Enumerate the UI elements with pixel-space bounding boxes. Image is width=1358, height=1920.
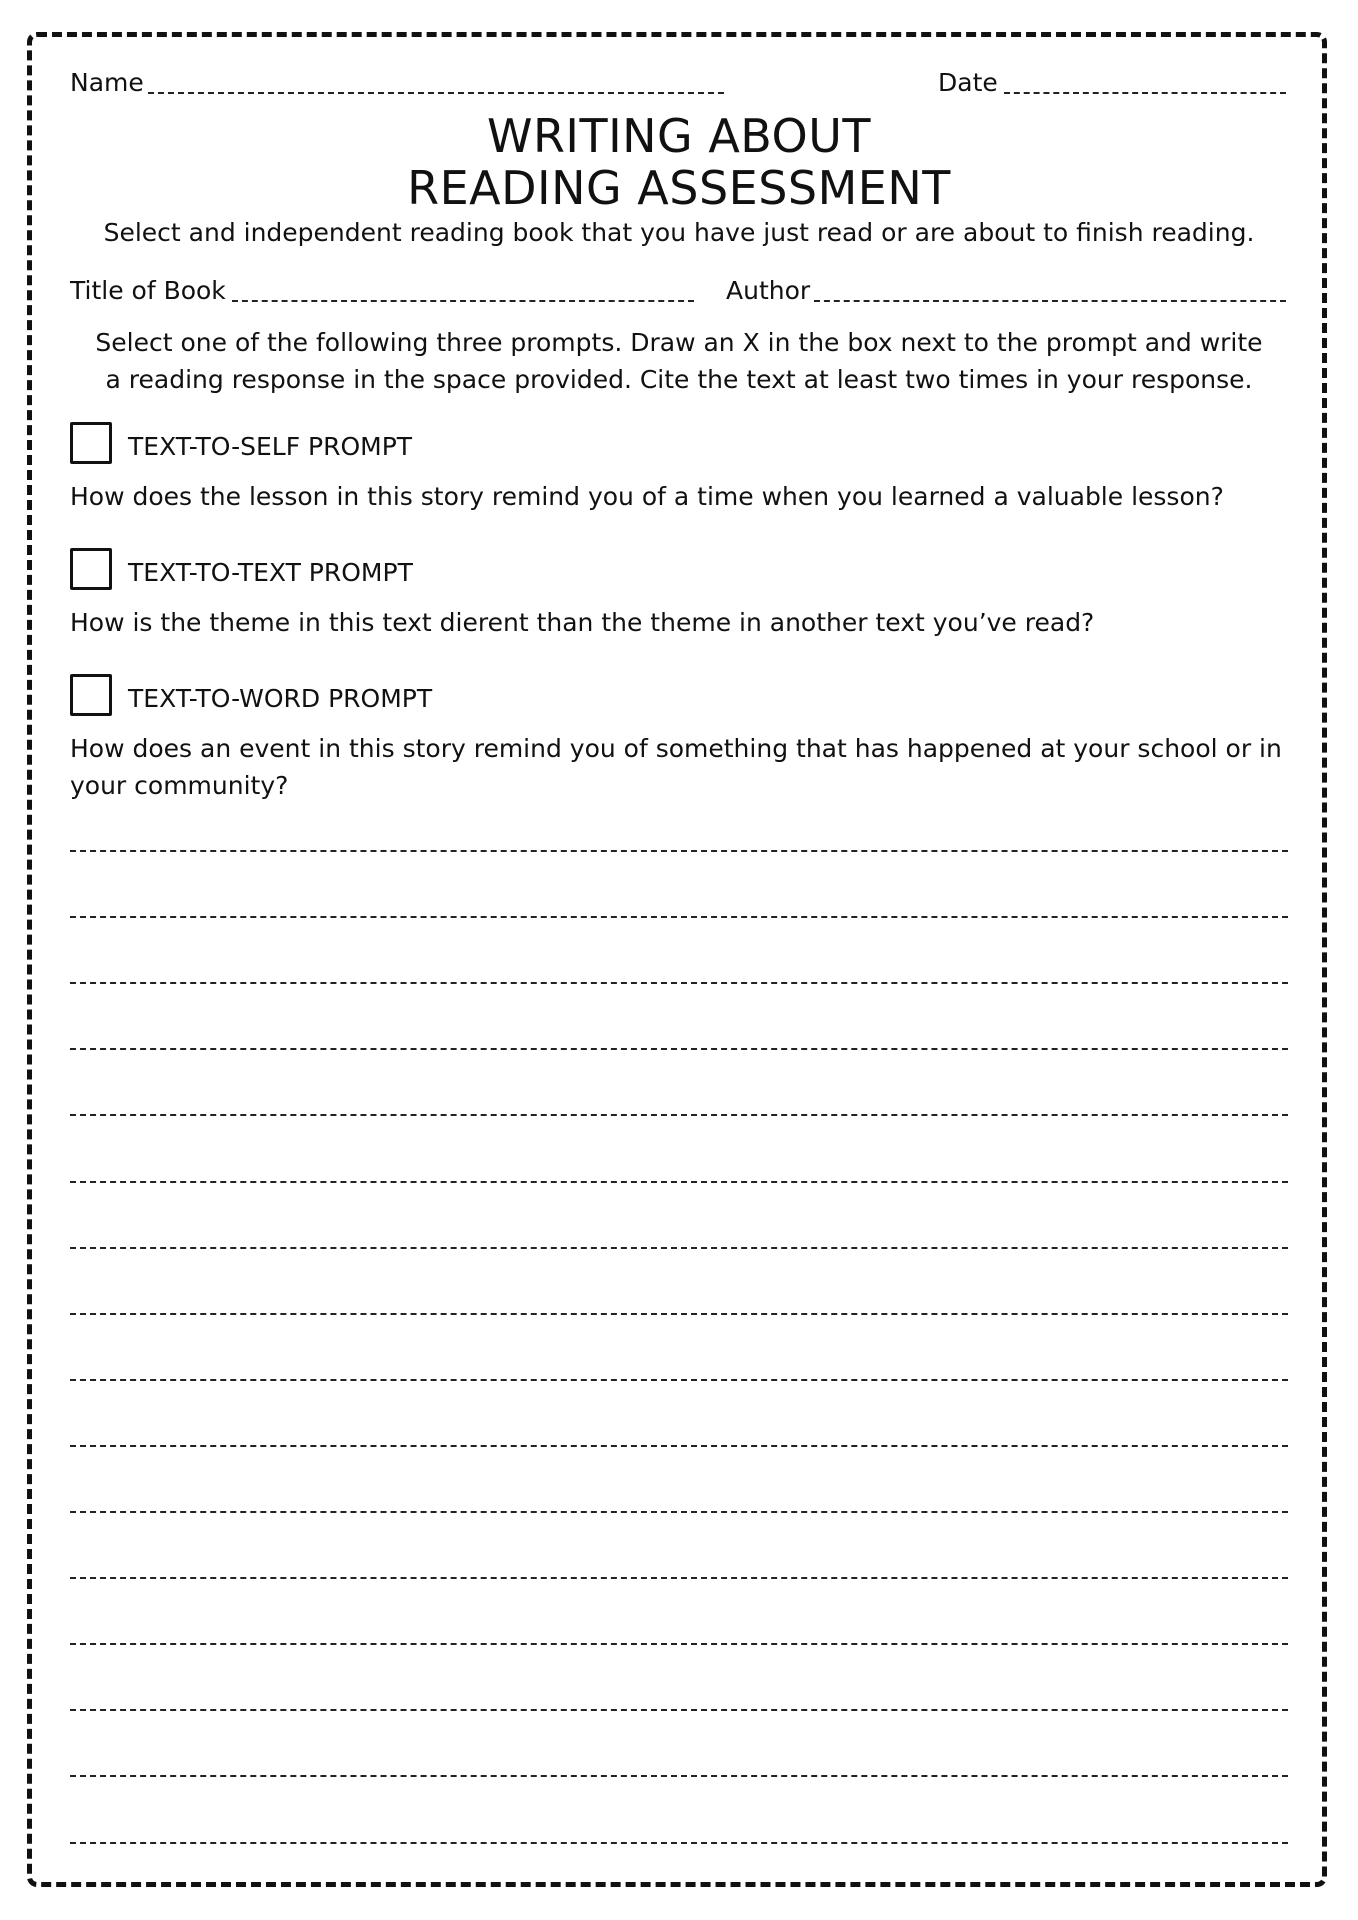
prompt-1-checkbox[interactable] (70, 422, 112, 464)
response-line[interactable] (70, 982, 1288, 984)
prompt-2-checkbox[interactable] (70, 548, 112, 590)
prompt-2-question: How is the theme in this text dierent than the theme in another text you’ve read? (70, 608, 1095, 637)
response-line[interactable] (70, 1577, 1288, 1579)
response-line[interactable] (70, 1709, 1288, 1711)
prompt-3-title: TEXT-TO-WORD PROMPT (128, 684, 433, 713)
book-title-field[interactable] (232, 300, 694, 302)
instruction-text: Select and independent reading book that you have just read or are about to finish reading. (103, 218, 1255, 247)
name-field[interactable] (148, 92, 724, 94)
response-area (70, 820, 1288, 1860)
response-line[interactable] (70, 1114, 1288, 1116)
page-title-line-2: READING ASSESSMENT (407, 161, 951, 215)
response-line[interactable] (70, 850, 1288, 852)
date-field[interactable] (1004, 92, 1286, 94)
page-title-line-1: WRITING ABOUT (486, 109, 872, 163)
prompt-3-question: How does an event in this story remind you of something that has happened at your school or in your community? (70, 734, 1282, 800)
prompt-1-question: How does the lesson in this story remind you of a time when you learned a valuable lesson? (70, 482, 1224, 511)
response-line[interactable] (70, 1313, 1288, 1315)
response-line[interactable] (70, 916, 1288, 918)
response-line[interactable] (70, 1445, 1288, 1447)
author-field[interactable] (814, 300, 1286, 302)
response-line[interactable] (70, 1842, 1288, 1844)
book-title-label: Title of Book (70, 276, 226, 305)
response-line[interactable] (70, 1379, 1288, 1381)
prompt-2-title: TEXT-TO-TEXT PROMPT (128, 558, 413, 587)
author-label: Author (726, 276, 811, 305)
response-line[interactable] (70, 1775, 1288, 1777)
prompt-1-title: TEXT-TO-SELF PROMPT (128, 432, 413, 461)
name-label: Name (70, 68, 144, 97)
response-line[interactable] (70, 1247, 1288, 1249)
response-line[interactable] (70, 1048, 1288, 1050)
response-line[interactable] (70, 1643, 1288, 1645)
prompt-3-checkbox[interactable] (70, 674, 112, 716)
directions-line-2: a reading response in the space provided. Cite the text at least two times in your response. (105, 365, 1253, 394)
response-line[interactable] (70, 1181, 1288, 1183)
directions-line-1: Select one of the following three prompts. Draw an X in the box next to the prompt and write (95, 328, 1263, 357)
response-line[interactable] (70, 1511, 1288, 1513)
date-label: Date (938, 68, 998, 97)
